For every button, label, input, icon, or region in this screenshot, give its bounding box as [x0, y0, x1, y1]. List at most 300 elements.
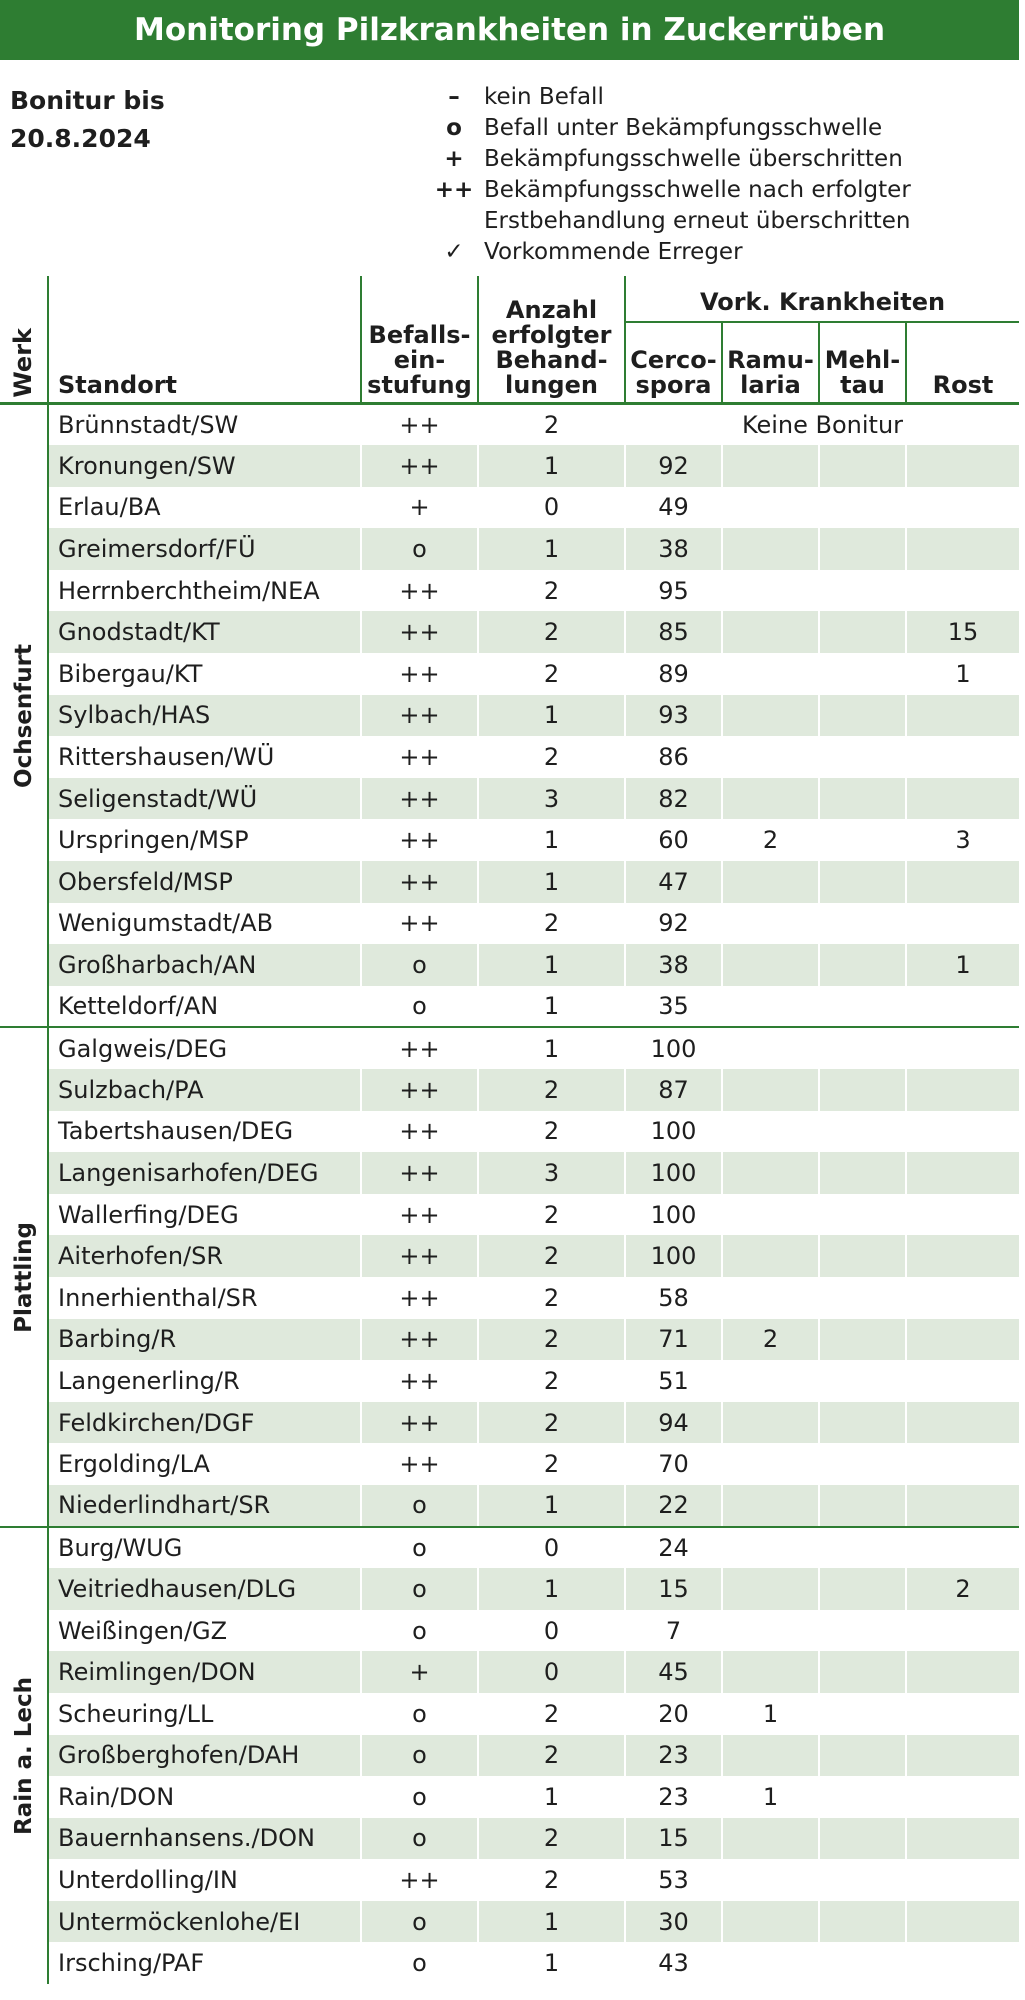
cercospora-cell: 100 — [625, 1194, 722, 1236]
cercospora-cell: 100 — [625, 1111, 722, 1153]
table-row — [0, 1319, 1019, 1361]
anzahl-cell: 1 — [478, 986, 625, 1028]
befall-cell: ++ — [361, 570, 478, 612]
anzahl-cell: 2 — [478, 611, 625, 653]
rost-cell — [906, 1610, 1019, 1652]
befall-cell: o — [361, 944, 478, 986]
standort-cell: Tabertshausen/DEG — [48, 1111, 361, 1153]
cercospora-cell: 47 — [625, 861, 722, 903]
ramularia-cell — [722, 570, 819, 612]
cercospora-cell: 43 — [625, 1942, 722, 1984]
standort-cell: Ketteldorf/AN — [48, 986, 361, 1028]
header-werk-label: Werk — [9, 328, 37, 398]
cercospora-cell: 38 — [625, 528, 722, 570]
cercospora-cell: 70 — [625, 1443, 722, 1485]
legend-item — [424, 206, 1004, 237]
standort-cell: Bibergau/KT — [48, 653, 361, 695]
rost-cell — [906, 570, 1019, 612]
mehltau-cell — [819, 445, 906, 487]
befall-cell: ++ — [361, 1277, 478, 1319]
ramularia-cell — [722, 653, 819, 695]
table-row — [0, 1235, 1019, 1277]
legend-text: Bekämpfungsschwelle nach erfolgter — [484, 177, 911, 203]
mehltau-cell — [819, 736, 906, 778]
befall-cell: ++ — [361, 1069, 478, 1111]
anzahl-cell: 3 — [478, 778, 625, 820]
mehltau-cell — [819, 653, 906, 695]
rost-cell — [906, 1735, 1019, 1777]
cercospora-cell: 24 — [625, 1527, 722, 1569]
header-anzahl: Anzahl erfolgter Behand- lungen — [478, 276, 625, 404]
table-row — [0, 903, 1019, 945]
standort-cell: Burg/WUG — [48, 1527, 361, 1569]
mehltau-cell — [819, 903, 906, 945]
table-row — [0, 986, 1019, 1028]
cercospora-cell: 38 — [625, 944, 722, 986]
rost-cell — [906, 1319, 1019, 1361]
befall-cell: o — [361, 1818, 478, 1860]
legend-text: Bekämpfungsschwelle überschritten — [484, 146, 903, 172]
anzahl-cell: 2 — [478, 1319, 625, 1361]
mehltau-cell — [819, 1235, 906, 1277]
ramularia-cell — [722, 986, 819, 1028]
cercospora-cell: 15 — [625, 1568, 722, 1610]
cercospora-cell: 15 — [625, 1818, 722, 1860]
anzahl-cell: 2 — [478, 1277, 625, 1319]
befall-cell: ++ — [361, 695, 478, 737]
page-title: Monitoring Pilzkrankheiten in Zuckerrüben — [0, 0, 1019, 60]
ramularia-cell — [722, 528, 819, 570]
ramularia-cell — [722, 903, 819, 945]
mehltau-cell — [819, 819, 906, 861]
cercospora-cell: 7 — [625, 1610, 722, 1652]
befall-cell: o — [361, 1735, 478, 1777]
standort-cell: Irsching/PAF — [48, 1942, 361, 1984]
befall-cell: ++ — [361, 1194, 478, 1236]
standort-cell: Wenigumstadt/AB — [48, 903, 361, 945]
anzahl-cell: 2 — [478, 1735, 625, 1777]
ramularia-cell — [722, 1568, 819, 1610]
standort-cell: Herrnberchtheim/NEA — [48, 570, 361, 612]
ramularia-cell — [722, 1610, 819, 1652]
rost-cell — [906, 1651, 1019, 1693]
standort-cell: Bauernhansens./DON — [48, 1818, 361, 1860]
werk-label: Plattling — [10, 1221, 37, 1333]
anzahl-cell: 1 — [478, 445, 625, 487]
legend-symbol: + — [444, 146, 464, 172]
befall-cell: ++ — [361, 404, 478, 446]
table-row — [0, 1610, 1019, 1652]
cercospora-cell: 49 — [625, 487, 722, 529]
rost-cell — [906, 903, 1019, 945]
rost-cell — [906, 1859, 1019, 1901]
anzahl-cell: 2 — [478, 653, 625, 695]
standort-cell: Brünnstadt/SW — [48, 404, 361, 446]
ramularia-cell — [722, 611, 819, 653]
rost-cell — [906, 1693, 1019, 1735]
anzahl-cell: 2 — [478, 1402, 625, 1444]
rost-cell — [906, 1069, 1019, 1111]
cercospora-cell: 71 — [625, 1319, 722, 1361]
legend-symbol: o — [446, 115, 462, 141]
anzahl-cell: 1 — [478, 528, 625, 570]
standort-cell: Rain/DON — [48, 1776, 361, 1818]
standort-cell: Niederlindhart/SR — [48, 1485, 361, 1527]
anzahl-cell: 0 — [478, 1610, 625, 1652]
mehltau-cell — [819, 1069, 906, 1111]
befall-cell: ++ — [361, 903, 478, 945]
table-row — [0, 1277, 1019, 1319]
mehltau-cell — [819, 1152, 906, 1194]
table-row — [0, 528, 1019, 570]
legend-item — [424, 113, 1004, 144]
ramularia-cell: 1 — [722, 1693, 819, 1735]
befall-cell: o — [361, 1568, 478, 1610]
mehltau-cell — [819, 778, 906, 820]
anzahl-cell: 2 — [478, 1693, 625, 1735]
standort-cell: Scheuring/LL — [48, 1693, 361, 1735]
standort-cell: Erlau/BA — [48, 487, 361, 529]
table-row — [0, 1485, 1019, 1527]
werk-cell — [0, 1027, 48, 1526]
legend-item — [424, 175, 1004, 206]
legend-text: Befall unter Bekämpfungsschwelle — [484, 115, 883, 141]
ramularia-cell — [722, 1735, 819, 1777]
table-row — [0, 611, 1019, 653]
standort-cell: Ergolding/LA — [48, 1443, 361, 1485]
anzahl-cell: 1 — [478, 1901, 625, 1943]
ramularia-cell — [722, 1942, 819, 1984]
header-rost: Rost — [906, 322, 1019, 404]
mehltau-cell — [819, 986, 906, 1028]
werk-label: Ochsenfurt — [10, 643, 37, 788]
befall-cell: ++ — [361, 819, 478, 861]
ramularia-cell — [722, 1111, 819, 1153]
standort-cell: Urspringen/MSP — [48, 819, 361, 861]
table-row — [0, 861, 1019, 903]
ramularia-cell — [722, 695, 819, 737]
mehltau-cell — [819, 528, 906, 570]
ramularia-cell — [722, 1402, 819, 1444]
disease-table — [0, 276, 1019, 1984]
rost-cell — [906, 1485, 1019, 1527]
befall-cell: ++ — [361, 1027, 478, 1069]
anzahl-cell: 2 — [478, 1069, 625, 1111]
legend-symbol: – — [448, 84, 460, 110]
cercospora-cell: 82 — [625, 778, 722, 820]
mehltau-cell — [819, 1859, 906, 1901]
befall-cell: o — [361, 1942, 478, 1984]
rost-cell — [906, 1402, 1019, 1444]
anzahl-cell: 1 — [478, 695, 625, 737]
rost-cell — [906, 778, 1019, 820]
ramularia-cell — [722, 487, 819, 529]
cercospora-cell: 53 — [625, 1859, 722, 1901]
rost-cell: 15 — [906, 611, 1019, 653]
cercospora-cell: 95 — [625, 570, 722, 612]
legend — [424, 82, 1004, 268]
cercospora-cell: 22 — [625, 1485, 722, 1527]
rost-cell — [906, 1443, 1019, 1485]
legend-symbol — [424, 206, 484, 237]
rost-cell — [906, 1527, 1019, 1569]
standort-cell: Gnodstadt/KT — [48, 611, 361, 653]
table-row — [0, 1735, 1019, 1777]
cercospora-cell: 20 — [625, 1693, 722, 1735]
cercospora-cell: 60 — [625, 819, 722, 861]
cercospora-cell: 92 — [625, 445, 722, 487]
rost-cell — [906, 736, 1019, 778]
befall-cell: o — [361, 1776, 478, 1818]
table-row — [0, 695, 1019, 737]
table-body — [0, 404, 1019, 1985]
befall-cell: o — [361, 528, 478, 570]
mehltau-cell — [819, 1319, 906, 1361]
ramularia-cell — [722, 445, 819, 487]
ramularia-cell — [722, 1485, 819, 1527]
legend-item — [424, 144, 1004, 175]
rost-cell: 3 — [955, 826, 971, 855]
anzahl-cell: 2 — [478, 1859, 625, 1901]
anzahl-cell: 3 — [478, 1152, 625, 1194]
befall-cell: ++ — [361, 736, 478, 778]
mehltau-cell — [819, 1443, 906, 1485]
mehltau-cell — [819, 944, 906, 986]
cercospora-cell: 23 — [625, 1735, 722, 1777]
rost-cell — [906, 1360, 1019, 1402]
anzahl-cell: 2 — [478, 1818, 625, 1860]
rost-cell — [906, 1152, 1019, 1194]
rost-cell — [906, 861, 1019, 903]
table-row — [0, 1069, 1019, 1111]
table-row — [0, 1111, 1019, 1153]
ramularia-cell — [722, 736, 819, 778]
ramularia-cell — [722, 1818, 819, 1860]
rost-cell — [906, 1776, 1019, 1818]
standort-cell: Seligenstadt/WÜ — [48, 778, 361, 820]
anzahl-cell: 2 — [478, 1235, 625, 1277]
table-row — [0, 819, 1019, 861]
ramularia-cell — [722, 778, 819, 820]
mehltau-cell — [819, 695, 906, 737]
table-row — [0, 778, 1019, 820]
mehltau-cell — [819, 1027, 906, 1069]
anzahl-cell: 1 — [478, 819, 625, 861]
table-row — [0, 1194, 1019, 1236]
rost-cell: 1 — [955, 659, 971, 688]
rost-cell — [906, 1901, 1019, 1943]
anzahl-cell: 1 — [478, 1568, 625, 1610]
anzahl-cell: 2 — [478, 570, 625, 612]
mehltau-cell — [819, 1693, 906, 1735]
mehltau-cell — [819, 1277, 906, 1319]
standort-cell: Rittershausen/WÜ — [48, 736, 361, 778]
mehltau-cell — [819, 1111, 906, 1153]
cercospora-cell: 85 — [625, 611, 722, 653]
cercospora-cell: 30 — [625, 1901, 722, 1943]
mehltau-cell — [819, 1485, 906, 1527]
ramularia-cell — [722, 861, 819, 903]
standort-cell: Reimlingen/DON — [48, 1651, 361, 1693]
rost-cell — [906, 1818, 1019, 1860]
mehltau-cell — [819, 487, 906, 529]
ramularia-cell — [722, 1527, 819, 1569]
befall-cell: + — [361, 487, 478, 529]
anzahl-cell: 1 — [478, 861, 625, 903]
werk-cell — [0, 404, 48, 1028]
mehltau-cell — [819, 1360, 906, 1402]
cercospora-cell: 93 — [625, 695, 722, 737]
werk-label: Rain a. Lech — [10, 1676, 37, 1835]
bonitur-date — [10, 82, 165, 158]
standort-cell: Langenerling/R — [48, 1360, 361, 1402]
befall-cell: o — [361, 1693, 478, 1735]
header-cercospora: Cerco- spora — [625, 322, 722, 404]
mehltau-cell — [819, 1942, 906, 1984]
table-row — [0, 1152, 1019, 1194]
table-row — [0, 1693, 1019, 1735]
ramularia-cell: 2 — [722, 819, 819, 861]
mehltau-cell — [819, 570, 906, 612]
table-row — [0, 1818, 1019, 1860]
befall-cell: ++ — [361, 778, 478, 820]
ramularia-cell: 2 — [722, 1319, 819, 1361]
rost-cell — [906, 1027, 1019, 1069]
standort-cell: Galgweis/DEG — [48, 1027, 361, 1069]
anzahl-cell: 1 — [478, 1027, 625, 1069]
befall-cell: ++ — [361, 1152, 478, 1194]
legend-item — [424, 237, 1004, 268]
header-ramularia: Ramu- laria — [722, 322, 819, 404]
table-row — [0, 944, 1019, 986]
header-befall: Befalls- ein- stufung — [361, 276, 478, 404]
cercospora-cell: 51 — [625, 1360, 722, 1402]
anzahl-cell: 1 — [478, 1485, 625, 1527]
rost-cell: 2 — [906, 1568, 1019, 1610]
ramularia-cell — [722, 1152, 819, 1194]
befall-cell: ++ — [361, 1443, 478, 1485]
anzahl-cell: 0 — [478, 487, 625, 529]
table-row — [0, 1942, 1019, 1984]
cercospora-cell: 92 — [625, 903, 722, 945]
standort-cell: Greimersdorf/FÜ — [48, 528, 361, 570]
standort-cell: Langenisarhofen/DEG — [48, 1152, 361, 1194]
mehltau-cell — [819, 1568, 906, 1610]
legend-text: kein Befall — [484, 84, 604, 110]
table-row — [0, 1360, 1019, 1402]
mehltau-cell — [819, 1651, 906, 1693]
mehltau-cell — [819, 611, 906, 653]
table-row — [0, 736, 1019, 778]
standort-cell: Sylbach/HAS — [48, 695, 361, 737]
cercospora-cell: 23 — [625, 1776, 722, 1818]
ramularia-cell — [722, 944, 819, 986]
note-cell: Keine Bonitur — [741, 411, 904, 440]
table-row — [0, 1527, 1019, 1569]
legend-item — [424, 82, 1004, 113]
befall-cell: ++ — [361, 1859, 478, 1901]
rost-cell — [906, 1111, 1019, 1153]
anzahl-cell: 2 — [478, 404, 625, 446]
table-row — [0, 570, 1019, 612]
table-row — [0, 1027, 1019, 1069]
bonitur-value: 20.8.2024 — [10, 124, 151, 153]
anzahl-cell: 2 — [478, 1360, 625, 1402]
rost-cell — [906, 445, 1019, 487]
befall-cell: ++ — [361, 861, 478, 903]
table-row — [0, 1568, 1019, 1610]
ramularia-cell — [722, 1194, 819, 1236]
rost-cell — [906, 986, 1019, 1028]
befall-cell: o — [361, 1485, 478, 1527]
befall-cell: ++ — [361, 1235, 478, 1277]
table-row — [0, 653, 1019, 695]
befall-cell: o — [361, 1901, 478, 1943]
ramularia-cell — [722, 1277, 819, 1319]
standort-cell: Obersfeld/MSP — [48, 861, 361, 903]
anzahl-cell: 2 — [478, 736, 625, 778]
befall-cell: ++ — [361, 611, 478, 653]
mehltau-cell — [819, 1402, 906, 1444]
rost-cell: 1 — [906, 944, 1019, 986]
legend-text: Vorkommende Erreger — [484, 239, 743, 265]
table-row — [0, 487, 1019, 529]
header-vork-krankheiten: Vork. Krankheiten — [625, 276, 1019, 322]
standort-cell: Aiterhofen/SR — [48, 1235, 361, 1277]
header-standort: Standort — [48, 276, 361, 404]
standort-cell: Weißingen/GZ — [48, 1610, 361, 1652]
befall-cell: o — [361, 986, 478, 1028]
cercospora-cell: 87 — [625, 1069, 722, 1111]
cercospora-cell: 45 — [625, 1651, 722, 1693]
cercospora-cell: 89 — [625, 653, 722, 695]
mehltau-cell — [819, 861, 906, 903]
table-row — [0, 1901, 1019, 1943]
cercospora-cell: 86 — [625, 736, 722, 778]
mehltau-cell — [819, 1901, 906, 1943]
rost-cell — [906, 1235, 1019, 1277]
standort-cell: Feldkirchen/DGF — [48, 1402, 361, 1444]
mehltau-cell — [819, 1610, 906, 1652]
anzahl-cell: 2 — [478, 1111, 625, 1153]
mehltau-cell — [819, 1527, 906, 1569]
standort-cell: Barbing/R — [48, 1319, 361, 1361]
rost-cell — [906, 487, 1019, 529]
header-werk — [0, 276, 48, 404]
cercospora-cell: 35 — [625, 986, 722, 1028]
befall-cell: ++ — [361, 653, 478, 695]
ramularia-cell: 1 — [722, 1776, 819, 1818]
header-mehltau: Mehl- tau — [819, 322, 906, 404]
anzahl-cell: 2 — [478, 903, 625, 945]
standort-cell: Wallerfing/DEG — [48, 1194, 361, 1236]
anzahl-cell: 1 — [478, 1942, 625, 1984]
rost-cell — [906, 1277, 1019, 1319]
anzahl-cell: 2 — [478, 1443, 625, 1485]
anzahl-cell: 0 — [478, 1651, 625, 1693]
ramularia-cell — [722, 1859, 819, 1901]
standort-cell: Unterdolling/IN — [48, 1859, 361, 1901]
mehltau-cell — [819, 1776, 906, 1818]
befall-cell: ++ — [361, 1360, 478, 1402]
befall-cell: + — [361, 1651, 478, 1693]
befall-cell: o — [361, 1610, 478, 1652]
standort-cell: Innerhienthal/SR — [48, 1277, 361, 1319]
mehltau-cell — [819, 1735, 906, 1777]
ramularia-cell — [722, 1235, 819, 1277]
standort-cell: Sulzbach/PA — [48, 1069, 361, 1111]
cercospora-cell: 100 — [625, 1152, 722, 1194]
